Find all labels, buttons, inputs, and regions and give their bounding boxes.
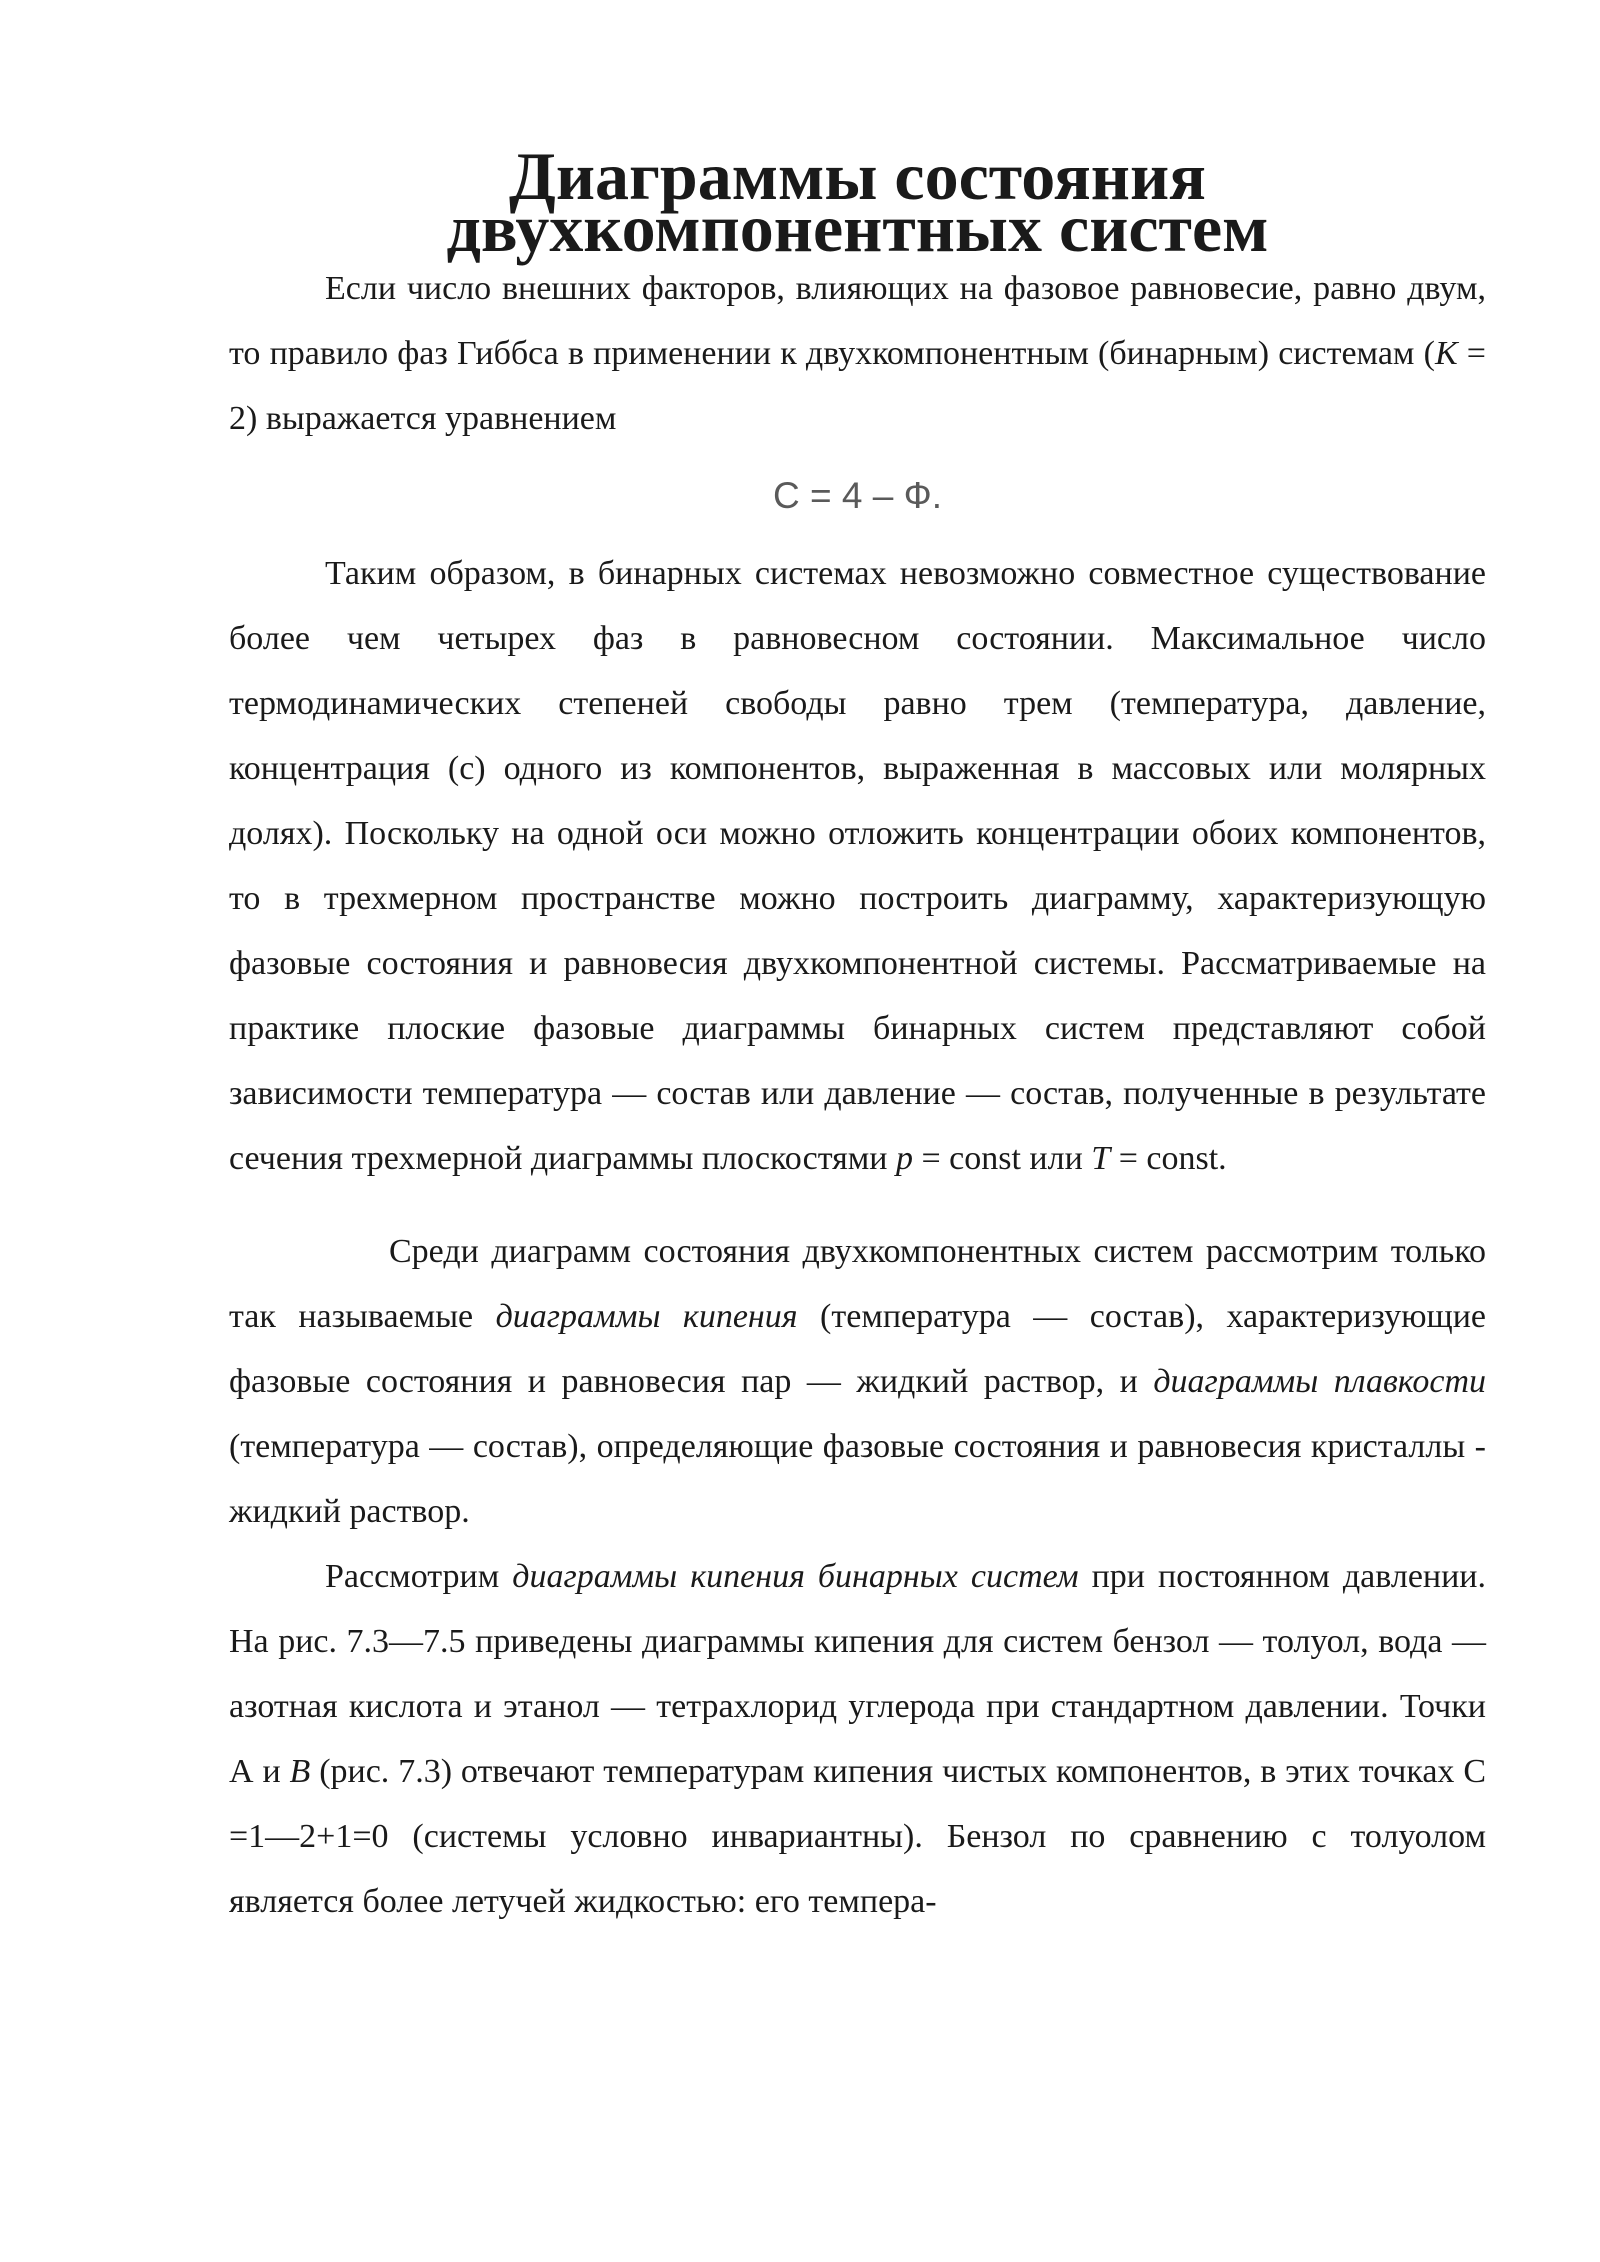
- paragraph-intro: [229, 256, 1486, 451]
- section-title: Диаграммы состояния двухкомпонентных систем: [446, 138, 1269, 266]
- gibbs-phase-rule-formula: С = 4 – Ф.: [772, 475, 942, 516]
- paragraph-binary-systems: [229, 541, 1486, 1191]
- paragraph-boiling-text-3: (рис. 7.3) отвечают температурам кипения чистых компонентов, в этих точках С =1—2+1=0 (системы условно инвариантны). Бензол по сравнению с толуолом является более летучей жидкостью: его темпера-: [229, 1753, 1486, 1920]
- term-binary-boiling-diagrams: диаграммы кипения бинарных систем: [512, 1558, 1079, 1595]
- paragraph-diagram-types: [229, 1219, 1486, 1544]
- document-body: [229, 138, 1487, 1934]
- term-melting-diagrams: диаграммы плавкости: [1153, 1363, 1487, 1400]
- variable-k: K: [1434, 335, 1458, 372]
- paragraph-types-text-1: Среди диаграмм состояния двухкомпонентных систем рассмотрим только так называемые: [229, 1233, 1486, 1335]
- paragraph-binary-text-2: = const или: [912, 1140, 1092, 1177]
- paragraph-boiling-diagrams: [229, 1544, 1486, 1934]
- paragraph-boiling-text-2: при постоянном давлении. На рис. 7.3—7.5 приведены диаграммы кипения для систем бензол — толуол, вода — азотная кислота и этанол — тетрахлорид углерода при стандартном давлении. Точки А и: [229, 1558, 1487, 1790]
- paragraph-binary-text-3: = const.: [1110, 1140, 1227, 1177]
- paragraph-types-text-2: (температура — состав), характеризующие фазовые состояния и равновесия пар — жидкий раствор, и: [229, 1298, 1486, 1400]
- variable-p: p: [895, 1140, 913, 1177]
- paragraph-boiling-text-1: Рассмотрим: [325, 1558, 513, 1595]
- paragraph-intro-text-2: = 2) выражается уравнением: [229, 335, 1486, 437]
- paragraph-intro-text-1: Если число внешних факторов, влияющих на фазовое равновесие, равно двум, то правило фаз Гиббса в применении к двухкомпонентным (бинарным) системам (: [229, 270, 1486, 372]
- term-boiling-diagrams: диаграммы кипения: [495, 1298, 798, 1335]
- paragraph-types-text-3: (температура — состав), определяющие фазовые состояния и равновесия кристаллы - жидкий раствор.: [229, 1428, 1486, 1530]
- variable-b: B: [289, 1753, 311, 1790]
- paragraph-binary-text-1: Таким образом, в бинарных системах невозможно совместное существование более чем четырех фаз в равновесном состоянии. Максимальное число термодинамических степеней свободы равно трем (температура, давление, концентрация (с) одного из компонентов, выраженная в массовых или молярных долях). Поскольку на одной оси можно отложить концентрации обоих компонентов, то в трехмерном пространстве можно построить диаграмму, характеризующую фазовые состояния и равновесия двухкомпонентной системы. Рассматриваемые на практике плоские фазовые диаграммы бинарных систем представляют собой зависимости температура — состав или давление — состав, полученные в результате сечения трехмерной диаграммы плоскостями: [229, 555, 1486, 1177]
- variable-t: T: [1091, 1140, 1111, 1177]
